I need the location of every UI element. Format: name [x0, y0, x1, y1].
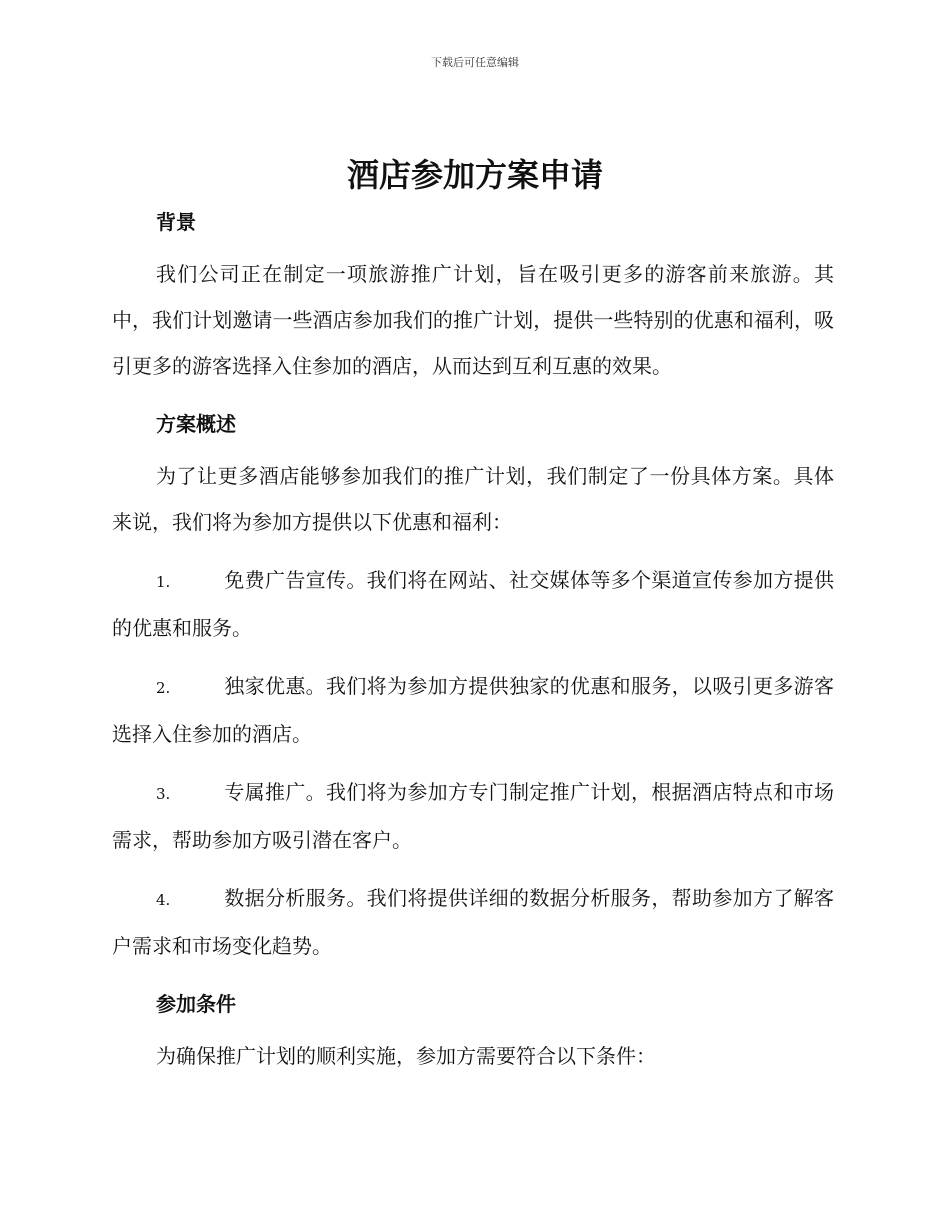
- list-item-text: 专属推广。我们将为参加方专门制定推广计划，根据酒店特点和市场需求，帮助参加方吸引潜在客户。: [112, 780, 834, 852]
- paragraph-background: 我们公司正在制定一项旅游推广计划，旨在吸引更多的游客前来旅游。其中，我们计划邀请一些酒店参加我们的推广计划，提供一些特别的优惠和福利，吸引更多的游客选择入住参加的酒店，从而达到互利互惠的效果。: [112, 262, 834, 378]
- list-item-number: 3.: [156, 785, 171, 803]
- list-item: [112, 663, 834, 757]
- list-item-text: 独家优惠。我们将为参加方提供独家的优惠和服务，以吸引更多游客选择入住参加的酒店。: [112, 674, 834, 746]
- section-heading-background: 背景: [156, 210, 196, 234]
- document-body: [112, 205, 834, 1079]
- list-item-number: 4.: [156, 891, 171, 909]
- list-item: [112, 875, 834, 969]
- paragraph-overview: 为了让更多酒店能够参加我们的推广计划，我们制定了一份具体方案。具体来说，我们将为参加方提供以下优惠和福利：: [112, 464, 834, 534]
- list-item-text: 数据分析服务。我们将提供详细的数据分析服务，帮助参加方了解客户需求和市场变化趋势。: [112, 886, 834, 958]
- section-heading-overview: 方案概述: [156, 412, 236, 436]
- paragraph-conditions: 为确保推广计划的顺利实施，参加方需要符合以下条件：: [156, 1044, 656, 1068]
- list-item-text: 免费广告宣传。我们将在网站、社交媒体等多个渠道宣传参加方提供的优惠和服务。: [112, 568, 834, 640]
- section-heading-conditions: 参加条件: [156, 992, 236, 1016]
- document-title: 酒店参加方案申请: [346, 156, 603, 194]
- list-item: [112, 769, 834, 863]
- header-note: 下载后可任意编辑: [431, 56, 519, 69]
- list-item-number: 2.: [156, 679, 171, 697]
- list-item-number: 1.: [156, 573, 171, 591]
- list-item: [112, 557, 834, 651]
